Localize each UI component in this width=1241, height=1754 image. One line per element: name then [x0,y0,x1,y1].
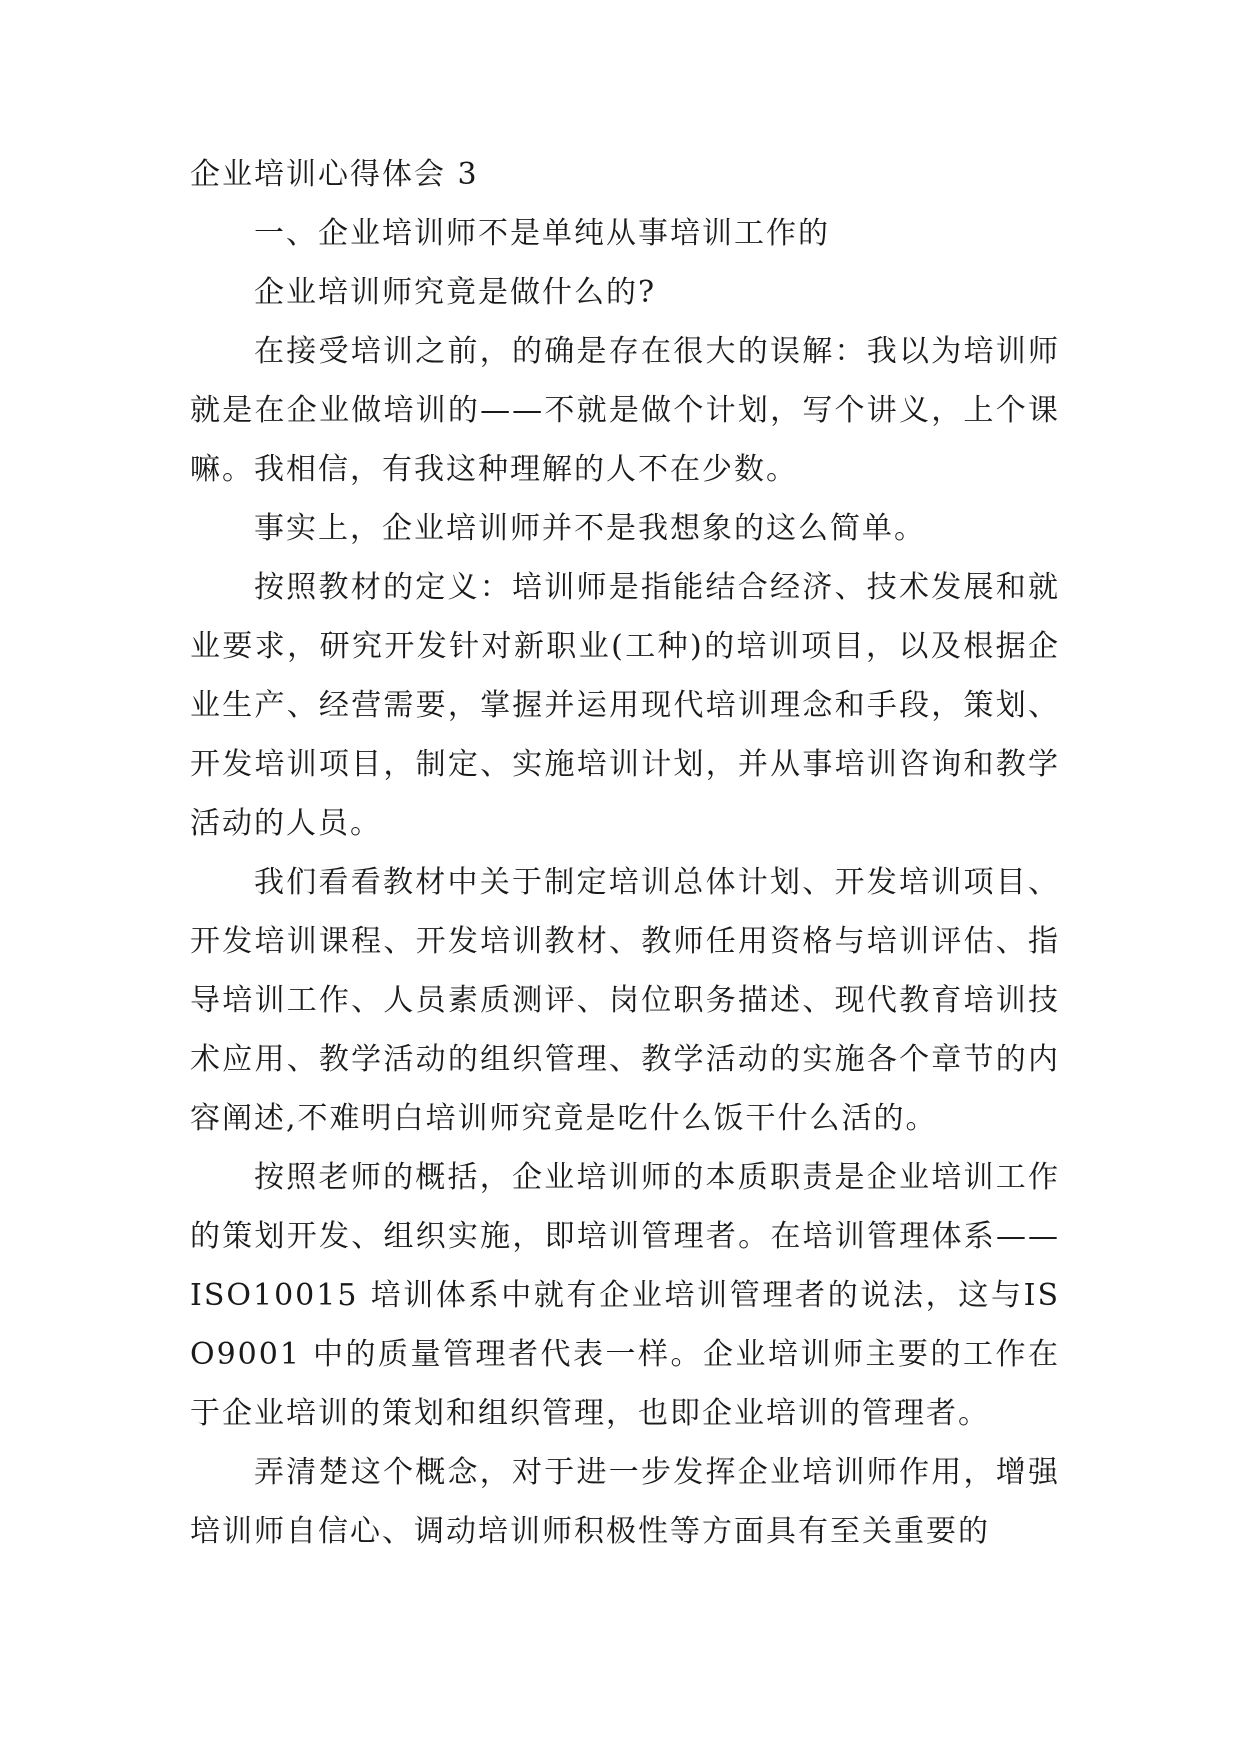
paragraph-importance: 弄清楚这个概念，对于进一步发挥企业培训师作用，增强培训师自信心、调动培训师积极性等方面具有至关重要的 [190,1455,1060,1549]
question-line: 企业培训师究竟是做什么的? [254,275,657,310]
document-title: 企业培训心得体会 3 [190,157,479,192]
section-heading: 一、企业培训师不是单纯从事培训工作的 [254,216,830,251]
paragraph-definition: 按照教材的定义：培训师是指能结合经济、技术发展和就业要求，研究开发针对新职业(工种)的培训项目，以及根据企业生产、经营需要，掌握并运用现代培训理念和手段，策划、开发培训项目，制定、实施培训计划，并从事培训咨询和教学活动的人员。 [190,570,1060,841]
paragraph-fact: 事实上，企业培训师并不是我想象的这么简单。 [254,511,926,546]
document-body [190,145,1060,1561]
paragraph-misunderstanding: 在接受培训之前，的确是存在很大的误解：我以为培训师就是在企业做培训的——不就是做个计划，写个讲义，上个课嘛。我相信，有我这种理解的人不在少数。 [190,334,1060,487]
paragraph-textbook-chapters: 我们看看教材中关于制定培训总体计划、开发培训项目、开发培训课程、开发培训教材、教师任用资格与培训评估、指导培训工作、人员素质测评、岗位职务描述、现代教育培训技术应用、教学活动的组织管理、教学活动的实施各个章节的内容阐述,不难明白培训师究竟是吃什么饭干什么活的。 [190,865,1060,1136]
paragraph-duties: 按照老师的概括，企业培训师的本质职责是企业培训工作的策划开发、组织实施，即培训管理者。在培训管理体系——ISO10015 培训体系中就有企业培训管理者的说法，这与ISO9001 中的质量管理者代表一样。企业培训师主要的工作在于企业培训的策划和组织管理，也即企业培训的管理者。 [190,1160,1060,1431]
